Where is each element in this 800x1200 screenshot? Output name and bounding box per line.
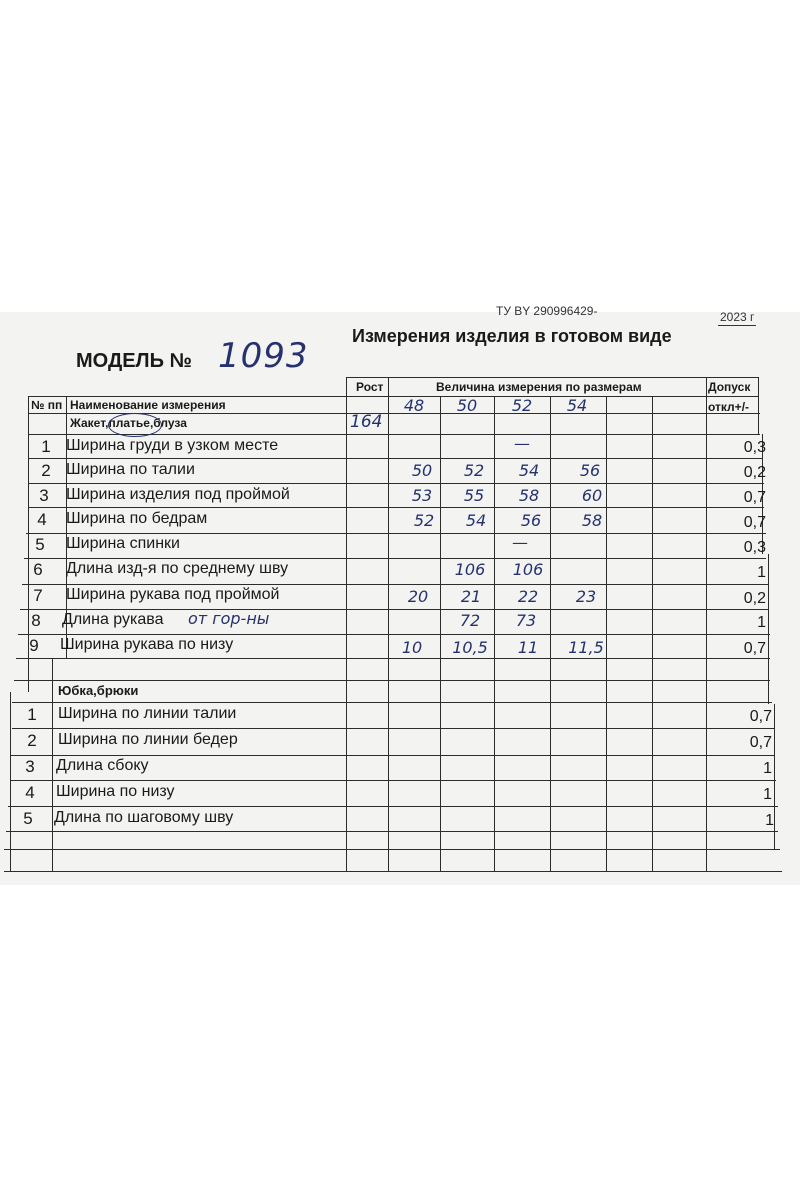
row-number: 3 (39, 486, 49, 505)
row-name: Ширина груди в узком месте (66, 437, 279, 454)
row-number: 5 (23, 809, 33, 828)
row-tolerance: 0,7 (749, 708, 772, 725)
row-name: Длина по шаговому шву (54, 809, 234, 826)
table-line (346, 377, 758, 378)
measurement-sheet (0, 304, 800, 885)
row-tolerance: 0,7 (743, 514, 766, 531)
row-number: 5 (35, 535, 45, 554)
row-tolerance: 1 (763, 786, 772, 803)
row-tolerance: 0,7 (743, 489, 766, 506)
table-line (10, 780, 776, 781)
size-52: 52 (511, 396, 533, 415)
table-line (768, 554, 769, 704)
row-value-48: 52 (413, 511, 435, 530)
row-number: 7 (33, 586, 43, 605)
row-name: Ширина по талии (66, 461, 195, 478)
row-number: 3 (25, 757, 35, 776)
row-name: Ширина по линии бедер (58, 731, 238, 748)
row-value-52: 73 (515, 611, 537, 630)
row-number: 4 (37, 510, 47, 529)
section-title-skirt-trousers: Юбка,брюки (58, 683, 139, 698)
document-year: 2023 г (720, 310, 755, 324)
model-label: МОДЕЛЬ № (76, 350, 192, 372)
table-line (22, 584, 768, 585)
row-number: 8 (31, 611, 41, 630)
column-header-tolerance: Допуск (708, 380, 751, 394)
row-tolerance: 0,7 (749, 734, 772, 751)
column-header-name: Наименование измерения (70, 398, 226, 412)
row-name: Ширина рукава под проймой (66, 586, 280, 603)
column-header-sizes: Величина измерения по размерам (436, 380, 642, 394)
handwritten-circle-mark (108, 413, 162, 437)
column-header-height: Рост (356, 380, 384, 394)
row-number: 1 (41, 437, 51, 456)
table-line (16, 658, 770, 659)
row-value-52: — (512, 533, 528, 552)
table-line (774, 704, 775, 850)
row-name: Ширина рукава по низу (60, 636, 234, 653)
row-name: Длина изд-я по среднему шву (66, 560, 289, 577)
table-line (652, 396, 653, 871)
table-line (26, 533, 766, 534)
table-line (14, 680, 770, 681)
row-value-50: 106 (454, 560, 486, 579)
size-50: 50 (456, 396, 478, 415)
row-value-54: 56 (579, 461, 601, 480)
row-value-48: 20 (407, 587, 429, 606)
row-value-52: 54 (518, 461, 540, 480)
row-value-50: 52 (463, 461, 485, 480)
row-tolerance: 1 (765, 812, 774, 829)
row-value-50: 21 (460, 587, 482, 606)
table-line (388, 377, 389, 871)
table-line (18, 634, 770, 635)
table-line (10, 692, 11, 872)
row-value-54: 58 (581, 511, 603, 530)
table-line (20, 609, 768, 610)
table-line (4, 849, 780, 850)
size-54: 54 (566, 396, 588, 415)
model-number-handwritten: 1093 (218, 336, 309, 376)
row-value-52: 106 (512, 560, 544, 579)
row-number: 6 (33, 560, 43, 579)
row-value-48: 50 (411, 461, 433, 480)
row-tolerance: 0,2 (743, 464, 766, 481)
table-line (12, 728, 774, 729)
row-value-52: 56 (520, 511, 542, 530)
table-line (6, 831, 778, 832)
row-number: 2 (27, 731, 37, 750)
table-line (10, 755, 774, 756)
row-value-50: 54 (465, 511, 487, 530)
row-tolerance: 1 (763, 760, 772, 777)
row-tolerance: 0,2 (743, 590, 766, 607)
row-note-handwritten: от гор-ны (188, 609, 270, 628)
table-line (24, 558, 766, 559)
row-name: Ширина по низу (56, 783, 175, 800)
height-value-handwritten: 164 (350, 412, 383, 432)
row-name: Ширина изделия под проймой (66, 486, 290, 503)
row-number: 4 (25, 783, 35, 802)
row-name: Ширина по бедрам (66, 510, 208, 527)
row-tolerance: 0,7 (743, 640, 766, 657)
table-line (12, 702, 772, 703)
row-number: 9 (29, 636, 39, 655)
row-tolerance: 1 (757, 564, 766, 581)
row-value-52: 58 (518, 486, 540, 505)
tu-reference: ТУ BY 290996429- (496, 304, 598, 318)
row-value-48: 53 (411, 486, 433, 505)
row-tolerance: 0,3 (743, 439, 766, 456)
section-title-jacket-dress-blouse: Жакет,платье,блуза (70, 416, 187, 430)
row-tolerance: 0,3 (743, 539, 766, 556)
row-value-54: 23 (575, 587, 597, 606)
row-name: Ширина по линии талии (58, 705, 237, 722)
row-value-48: 10 (401, 638, 423, 657)
column-header-number: № пп (31, 398, 63, 412)
document-title: Измерения изделия в готовом виде (352, 326, 672, 346)
row-name: Ширина спинки (66, 535, 180, 552)
row-name: Длина сбоку (56, 757, 149, 774)
column-header-tolerance-sub: откл+/- (708, 400, 750, 414)
table-line (52, 658, 53, 872)
row-value-54: 11,5 (568, 638, 604, 657)
row-value-52: 22 (517, 587, 539, 606)
row-name: Длина рукава (62, 611, 164, 628)
row-value-50: 55 (463, 486, 485, 505)
size-48: 48 (403, 396, 425, 415)
table-line (346, 377, 347, 871)
row-value-52: 11 (517, 638, 539, 657)
row-number: 1 (27, 705, 37, 724)
row-number: 2 (41, 461, 51, 480)
row-value-52: — (514, 434, 530, 453)
row-value-50: 72 (459, 611, 481, 630)
row-value-50: 10,5 (452, 638, 488, 657)
row-tolerance: 1 (757, 614, 766, 631)
table-line (758, 377, 759, 435)
measurement-table (0, 312, 800, 885)
table-line (4, 871, 782, 872)
table-line (28, 483, 764, 484)
table-line (28, 507, 764, 508)
row-value-54: 60 (581, 486, 603, 505)
table-line (8, 806, 778, 807)
